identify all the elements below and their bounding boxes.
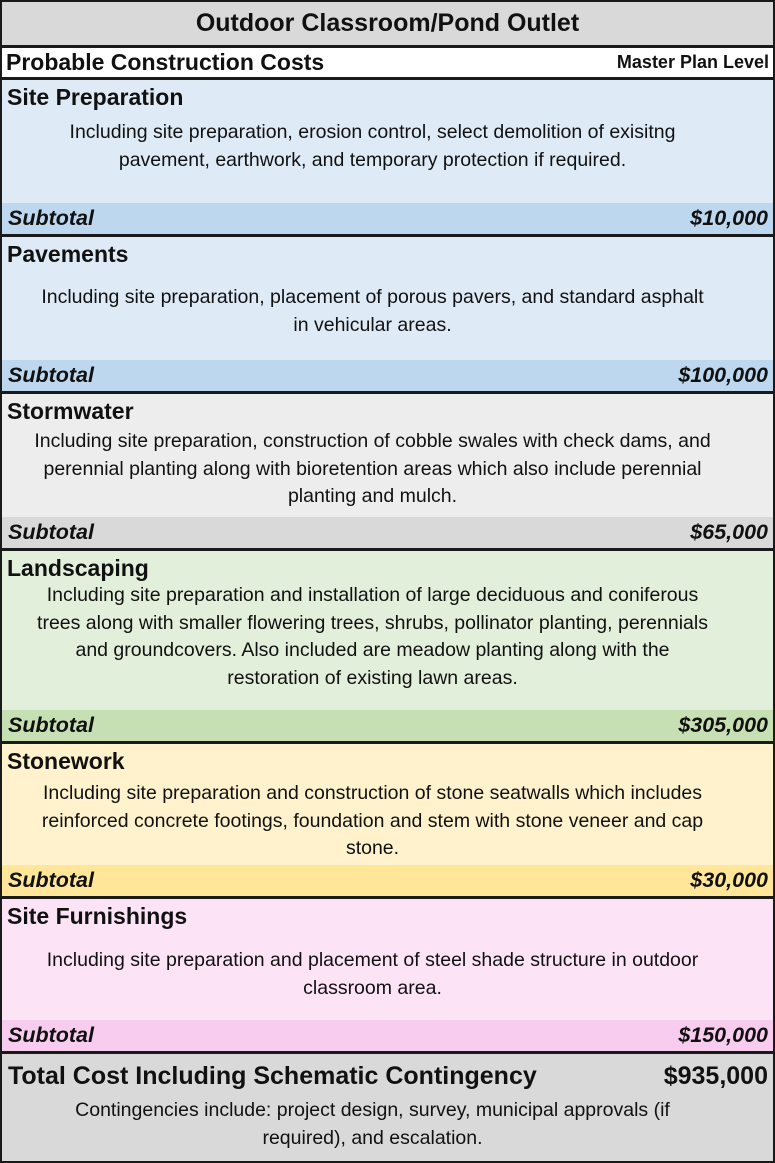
section-heading: Stonework xyxy=(7,748,125,774)
subtotal-row xyxy=(2,360,773,391)
subtotal-value: $150,000 xyxy=(678,1023,768,1047)
subtotal-label: Subtotal xyxy=(8,520,94,544)
section-description: Including site preparation, placement of porous pavers, and standard asphalt in vehicular areas. xyxy=(41,286,704,336)
subtitle-bar xyxy=(2,48,773,80)
section-description: Including site preparation and construction of stone seatwalls which includes reinforced concrete footings, foundation and stem with stone veneer and cap stone. xyxy=(41,782,704,859)
total-row xyxy=(2,1054,773,1091)
total-label: Total Cost Including Schematic Contingency xyxy=(8,1062,537,1090)
section-stormwater xyxy=(2,394,773,551)
subtitle-left: Probable Construction Costs xyxy=(6,49,325,75)
total-section xyxy=(2,1054,773,1161)
section-description: Including site preparation and installation of large deciduous and coniferous trees along with smaller flowering trees, shrubs, pollinator planting, perennials and groundcovers. Also included are meadow planting along with the restoration of existing lawn areas. xyxy=(37,584,708,689)
section-description: Including site preparation, erosion control, select demolition of exisitng pavement, earthwork, and temporary protection if required. xyxy=(69,121,676,171)
contingency-note: Contingencies include: project design, survey, municipal approvals (if required), and escalation. xyxy=(75,1099,670,1149)
total-value: $935,000 xyxy=(663,1062,768,1090)
section-description: Including site preparation and placement of steel shade structure in outdoor classroom area. xyxy=(46,949,699,999)
section-site-preparation xyxy=(2,80,773,237)
subtotal-label: Subtotal xyxy=(8,868,94,892)
subtotal-row xyxy=(2,517,773,548)
subtotal-value: $305,000 xyxy=(678,713,768,737)
sheet-title: Outdoor Classroom/Pond Outlet xyxy=(2,2,773,48)
subtitle-right: Master Plan Level xyxy=(616,52,769,72)
subtotal-row xyxy=(2,1020,773,1051)
section-stonework xyxy=(2,744,773,899)
section-pavements xyxy=(2,237,773,394)
subtotal-label: Subtotal xyxy=(8,363,94,387)
section-heading: Site Furnishings xyxy=(7,903,188,929)
subtotal-row xyxy=(2,865,773,896)
section-heading: Pavements xyxy=(7,241,129,267)
section-site-furnishings xyxy=(2,899,773,1054)
section-heading: Stormwater xyxy=(7,398,134,424)
subtotal-label: Subtotal xyxy=(8,1023,94,1047)
section-heading: Site Preparation xyxy=(7,84,184,110)
subtotal-value: $10,000 xyxy=(690,206,768,230)
subtotal-value: $65,000 xyxy=(690,520,768,544)
subtotal-label: Subtotal xyxy=(8,206,94,230)
section-description: Including site preparation, construction of cobble swales with check dams, and perennial planting along with bioretention areas which also include perennial planting and mulch. xyxy=(34,430,711,507)
subtotal-row xyxy=(2,710,773,741)
subtotal-row xyxy=(2,203,773,234)
subtotal-label: Subtotal xyxy=(8,713,94,737)
section-heading: Landscaping xyxy=(7,555,149,581)
subtotal-value: $30,000 xyxy=(690,868,768,892)
section-landscaping xyxy=(2,551,773,744)
subtotal-value: $100,000 xyxy=(678,363,768,387)
